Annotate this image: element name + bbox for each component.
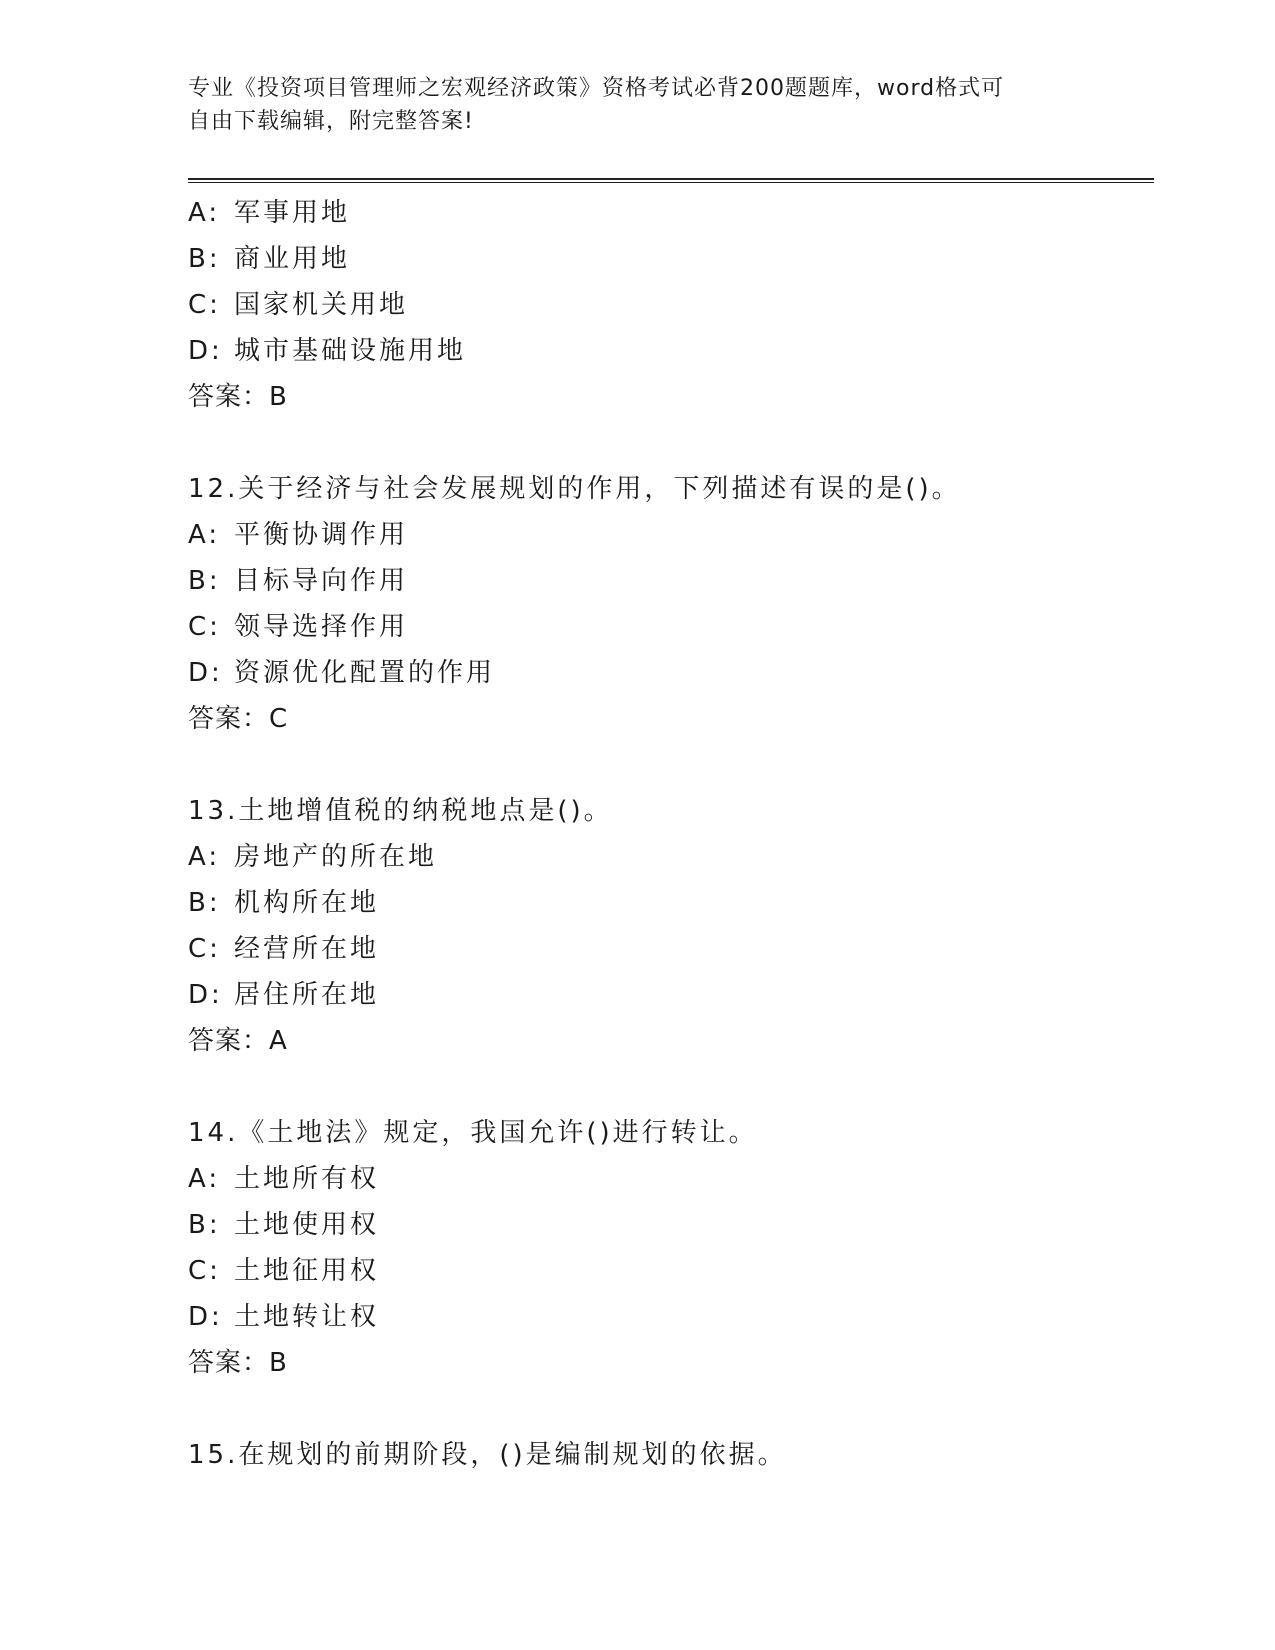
option-text: 居住所在地: [234, 980, 380, 1010]
document-header: [188, 72, 1088, 138]
option-text: 土地征用权: [234, 1256, 380, 1286]
header-line-1: 专业《投资项目管理师之宏观经济政策》资格考试必背200题题库，word格式可: [188, 76, 1005, 101]
option-letter: D:: [188, 658, 223, 688]
option-letter: C:: [188, 612, 221, 642]
option-letter: D:: [188, 980, 223, 1010]
question-stem: 14.《土地法》规定，我国允许()进行转让。: [188, 1118, 758, 1148]
question-list: [188, 190, 1154, 1478]
option-letter: C:: [188, 1256, 221, 1286]
option-text: 商业用地: [234, 244, 351, 274]
option-letter: B:: [188, 244, 221, 274]
option-text: 资源优化配置的作用: [234, 658, 496, 688]
question-stem: 12.关于经济与社会发展规划的作用，下列描述有误的是()。: [188, 474, 961, 504]
question-14: [188, 1110, 1154, 1386]
answer: 答案：B: [188, 382, 288, 412]
option-c: [188, 926, 1154, 972]
option-letter: B:: [188, 566, 221, 596]
option-text: 土地所有权: [234, 1164, 380, 1194]
question-15: [188, 1432, 1154, 1478]
header-line-2: 自由下载编辑，附完整答案!: [188, 109, 474, 134]
option-letter: B:: [188, 1210, 221, 1240]
option-text: 军事用地: [234, 198, 351, 228]
option-a: [188, 834, 1154, 880]
spacer: [188, 1064, 1154, 1110]
option-text: 土地转让权: [234, 1302, 380, 1332]
option-a: [188, 512, 1154, 558]
option-d: [188, 1294, 1154, 1340]
answer: 答案：B: [188, 1348, 288, 1378]
option-text: 领导选择作用: [234, 612, 409, 642]
option-b: [188, 236, 1154, 282]
option-letter: D:: [188, 336, 223, 366]
option-d: [188, 650, 1154, 696]
option-letter: A:: [188, 198, 221, 228]
option-a: [188, 1156, 1154, 1202]
option-b: [188, 1202, 1154, 1248]
spacer: [188, 742, 1154, 788]
option-b: [188, 558, 1154, 604]
question-11-partial: [188, 190, 1154, 420]
option-text: 城市基础设施用地: [234, 336, 467, 366]
option-letter: A:: [188, 842, 221, 872]
option-text: 国家机关用地: [234, 290, 409, 320]
option-text: 目标导向作用: [234, 566, 409, 596]
question-13: [188, 788, 1154, 1064]
question-stem: 15.在规划的前期阶段，()是编制规划的依据。: [188, 1440, 787, 1470]
answer: 答案：C: [188, 704, 289, 734]
option-letter: C:: [188, 934, 221, 964]
option-text: 平衡协调作用: [234, 520, 409, 550]
option-letter: A:: [188, 1164, 221, 1194]
option-d: [188, 328, 1154, 374]
spacer: [188, 1386, 1154, 1432]
option-text: 经营所在地: [234, 934, 380, 964]
option-text: 房地产的所在地: [234, 842, 438, 872]
option-letter: A:: [188, 520, 221, 550]
option-b: [188, 880, 1154, 926]
option-letter: C:: [188, 290, 221, 320]
spacer: [188, 420, 1154, 466]
option-letter: D:: [188, 1302, 223, 1332]
option-c: [188, 282, 1154, 328]
option-c: [188, 1248, 1154, 1294]
option-d: [188, 972, 1154, 1018]
option-c: [188, 604, 1154, 650]
option-a: [188, 190, 1154, 236]
option-text: 机构所在地: [234, 888, 380, 918]
question-stem: 13.土地增值税的纳税地点是()。: [188, 796, 613, 826]
answer: 答案：A: [188, 1026, 288, 1056]
question-12: [188, 466, 1154, 742]
option-letter: B:: [188, 888, 221, 918]
option-text: 土地使用权: [234, 1210, 380, 1240]
header-divider: [188, 178, 1154, 183]
